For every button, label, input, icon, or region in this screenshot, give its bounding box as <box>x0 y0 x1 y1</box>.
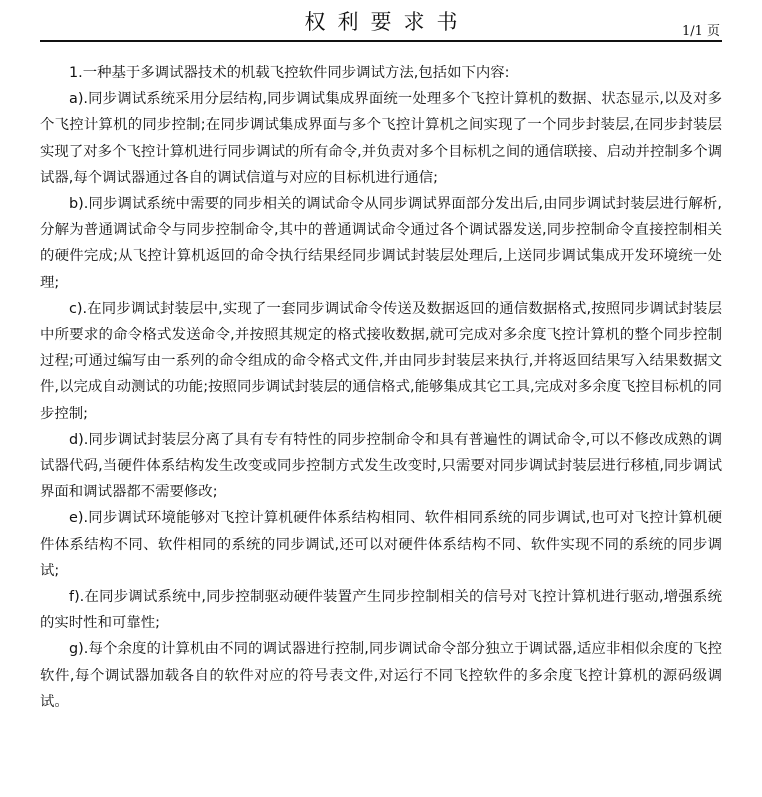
claim-item-d: d).同步调试封装层分离了具有专有特性的同步控制命令和具有普遍性的调试命令,可以不修改成熟的调试器代码,当硬件体系结构发生改变或同步控制方式发生改变时,只需要对同步调试封装层进行移植,同步调试界面和调试器都不需要修改; <box>40 431 722 501</box>
document-title: 权利要求书 <box>304 10 470 34</box>
claim-item-b: b).同步调试系统中需要的同步相关的调试命令从同步调试界面部分发出后,由同步调试封装层进行解析,分解为普通调试命令与同步控制命令,其中的普通调试命令通过各个调试器发送,同步控制命令直接控制相关的硬件完成;从飞控计算机返回的命令执行结果经同步调试封装层处理后,上送同步调试集成开发环境统一处理; <box>40 196 722 291</box>
claim-item-g: g).每个余度的计算机由不同的调试器进行控制,同步调试命令部分独立于调试器,适应非相似余度的飞控软件,每个调试器加载各自的软件对应的符号表文件,对运行不同飞控软件的多余度飞控计算机的源码级调试。 <box>40 641 722 710</box>
claim-item-c: c).在同步调试封装层中,实现了一套同步调试命令传送及数据返回的通信数据格式,按照同步调试封装层中所要求的命令格式发送命令,并按照其规定的格式接收数据,就可完成对多余度飞控计算机的整个同步控制过程;可通过编写由一系列的命令组成的命令格式文件,并由同步封装层来执行,并将返回结果写入结果数据文件,以完成自动测试的功能;按照同步调试封装层的通信格式,能够集成其它工具,完成对多余度飞控目标机的同步控制; <box>40 300 722 422</box>
claims-body <box>40 60 722 715</box>
header-divider <box>40 40 722 42</box>
claim-item-e: e).同步调试环境能够对飞控计算机硬件体系结构相同、软件相同系统的同步调试,也可对飞控计算机硬件体系结构不同、软件相同的系统的同步调试,还可以对硬件体系结构不同、软件实现不同的系统的同步调试; <box>40 510 722 579</box>
claim-item-a: a).同步调试系统采用分层结构,同步调试集成界面统一处理多个飞控计算机的数据、状态显示,以及对多个飞控计算机的同步控制;在同步调试集成界面与多个飞控计算机之间实现了一个同步封装层,在同步封装层实现了对多个飞控计算机进行同步调试的所有命令,并负责对多个目标机之间的通信联接、启动并控制多个调试器,每个调试器通过各自的调试信道与对应的目标机进行通信; <box>40 91 722 186</box>
claim-item-f: f).在同步调试系统中,同步控制驱动硬件装置产生同步控制相关的信号对飞控计算机进行驱动,增强系统的实时性和可靠性; <box>40 589 722 632</box>
page-number: 1/1 页 <box>681 24 720 39</box>
claim-intro: 1.一种基于多调试器技术的机载飞控软件同步调试方法,包括如下内容: <box>69 65 510 81</box>
